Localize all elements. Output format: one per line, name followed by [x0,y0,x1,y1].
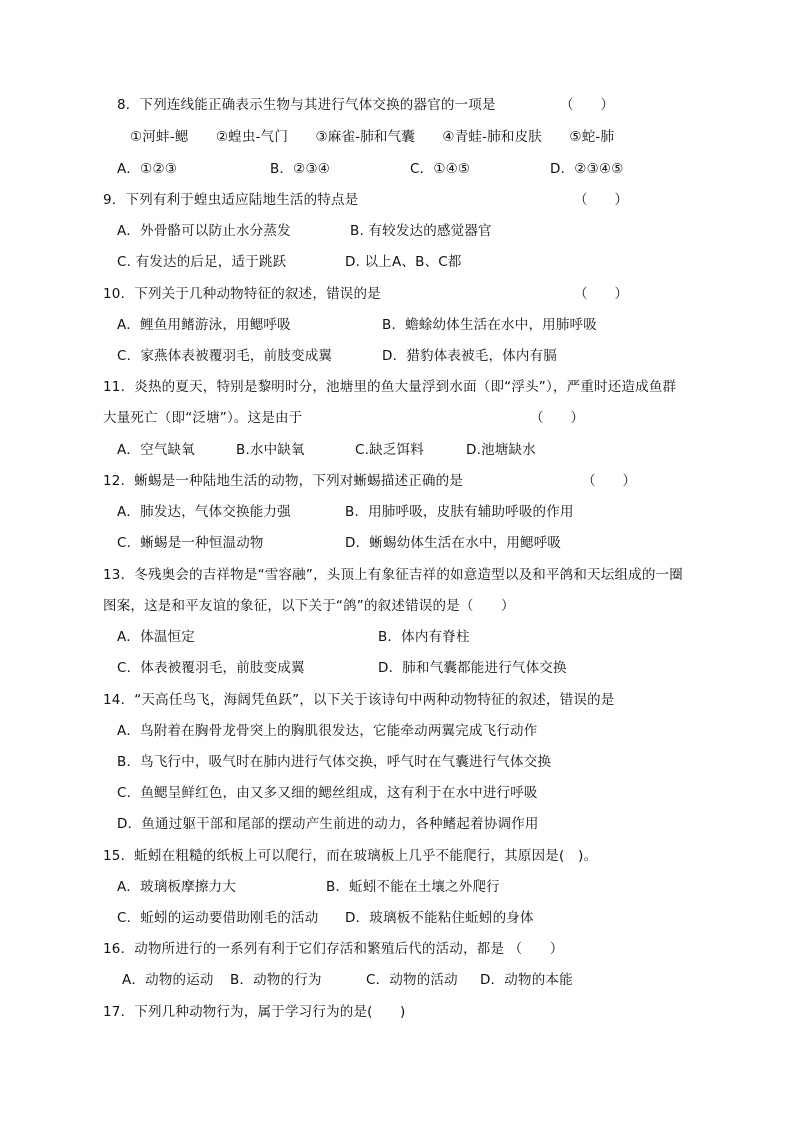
question-10-option-c: C．家燕体表被覆羽毛，前肢变成翼 [117,348,333,364]
question-14-option-c: C．鱼鳃呈鲜红色，由又多又细的鳃丝组成，这有利于在水中进行呼吸 [117,785,538,801]
question-10-option-d: D．猎豹体表被毛，体内有膈 [382,348,557,364]
question-8-option-b: B．②③④ [270,161,331,177]
question-12-option-b: B．用肺呼吸，皮肤有辅助呼吸的作用 [345,504,574,520]
question-13-option-a: A．体温恒定 [117,629,195,645]
question-13-option-b: B．体内有脊柱 [378,629,470,645]
question-15-option-c: C．蚯蚓的运动要借助刚毛的活动 [117,910,319,926]
question-15-option-b: B．蚯蚓不能在土壤之外爬行 [326,879,500,895]
question-12-option-a: A．肺发达，气体交换能力强 [117,504,291,520]
question-11-answer-bracket: （ ） [530,410,584,426]
question-10-option-b: B．蟾蜍幼体生活在水中，用肺呼吸 [382,317,597,333]
question-9-option-a: A．外骨骼可以防止水分蒸发 [117,223,291,239]
question-8-stem: 8．下列连线能正确表示生物与其进行气体交换的器官的一项是 [117,97,496,113]
question-14-option-d: D．鱼通过躯干部和尾部的摆动产生前进的动力，各种鳍起着协调作用 [117,816,539,832]
question-14-option-a: A．鸟附着在胸骨龙骨突上的胸肌很发达，它能牵动两翼完成飞行动作 [117,723,538,739]
question-11-option-a: A．空气缺氧 [117,442,195,458]
question-11-stem: 11．炎热的夏天，特别是黎明时分，池塘里的鱼大量浮到水面（即“浮头”），严重时还造成鱼群 [103,379,677,395]
question-11-option-d: D.池塘缺水 [466,442,536,458]
question-10-option-a: A．鲤鱼用鳍游泳，用鳃呼吸 [117,317,291,333]
question-17-stem: 17．下列几种动物行为，属于学习行为的是( ) [103,1004,406,1020]
question-13-stem: 13．冬残奥会的吉祥物是“雪容融”，头顶上有象征吉祥的如意造型以及和平鸽和天坛组成的一圈 [103,567,683,583]
question-15-option-a: A．玻璃板摩擦力大 [117,879,237,895]
question-9-option-b: B. 有较发达的感觉器官 [350,223,492,239]
question-12-option-c: C．蜥蜴是一种恒温动物 [117,535,264,551]
question-13-option-c: C．体表被覆羽毛，前肢变成翼 [117,660,305,676]
question-10-answer-bracket: （ ） [574,286,628,302]
question-9-stem: 9．下列有利于蝗虫适应陆地生活的特点是 [103,192,359,208]
question-11-option-b: B.水中缺氧 [236,442,305,458]
question-13-option-d: D．肺和气囊都能进行气体交换 [378,660,567,676]
question-11-stem-continued: 大量死亡（即“泛塘”）。这是由于 [103,410,303,426]
question-14-stem: 14．“天高任鸟飞，海阔凭鱼跃”，以下关于该诗句中两种动物特征的叙述，错误的是 [103,692,615,708]
question-12-stem: 12．蜥蜴是一种陆地生活的动物，下列对蜥蜴描述正确的是 [103,473,464,489]
question-14-option-b: B．鸟飞行中，吸气时在肺内进行气体交换，呼气时在气囊进行气体交换 [117,754,552,770]
question-9-option-d: D. 以上A、B、C都 [345,254,462,270]
question-10-stem: 10．下列关于几种动物特征的叙述，错误的是 [103,286,381,302]
question-8-option-d: D．②③④⑤ [550,161,624,177]
question-8-answer-bracket: （ ） [560,97,614,113]
question-9-option-c: C. 有发达的后足，适于跳跃 [117,254,287,270]
question-9-answer-bracket: （ ） [574,192,628,208]
question-16-stem: 16．动物所进行的一系列有利于它们存活和繁殖后代的活动，都是 （ ） [103,941,564,957]
question-16-option-d: D．动物的本能 [480,972,573,988]
question-15-stem: 15．蚯蚓在粗糙的纸板上可以爬行，而在玻璃板上几乎不能爬行，其原因是( )。 [103,848,598,864]
question-16-option-c: C．动物的活动 [366,972,458,988]
question-8-option-c: C．①④⑤ [410,161,471,177]
question-8-pairs: ①河蚌-鳃 ②蝗虫-气门 ③麻雀-肺和气囊 ④青蛙-肺和皮肤 ⑤蛇-肺 [130,129,615,145]
question-16-option-b: B．动物的行为 [230,972,322,988]
question-12-answer-bracket: （ ） [582,473,636,489]
question-16-option-a: A．动物的运动 [122,972,214,988]
question-15-option-d: D．玻璃板不能粘住蚯蚓的身体 [345,910,534,926]
question-8-option-a: A．①②③ [117,161,178,177]
question-13-stem-continued: 图案，这是和平友谊的象征，以下关于“鸽”的叙述错误的是（ ） [103,598,515,614]
question-12-option-d: D．蜥蜴幼体生活在水中，用鳃呼吸 [345,535,562,551]
question-11-option-c: C.缺乏饵料 [355,442,424,458]
